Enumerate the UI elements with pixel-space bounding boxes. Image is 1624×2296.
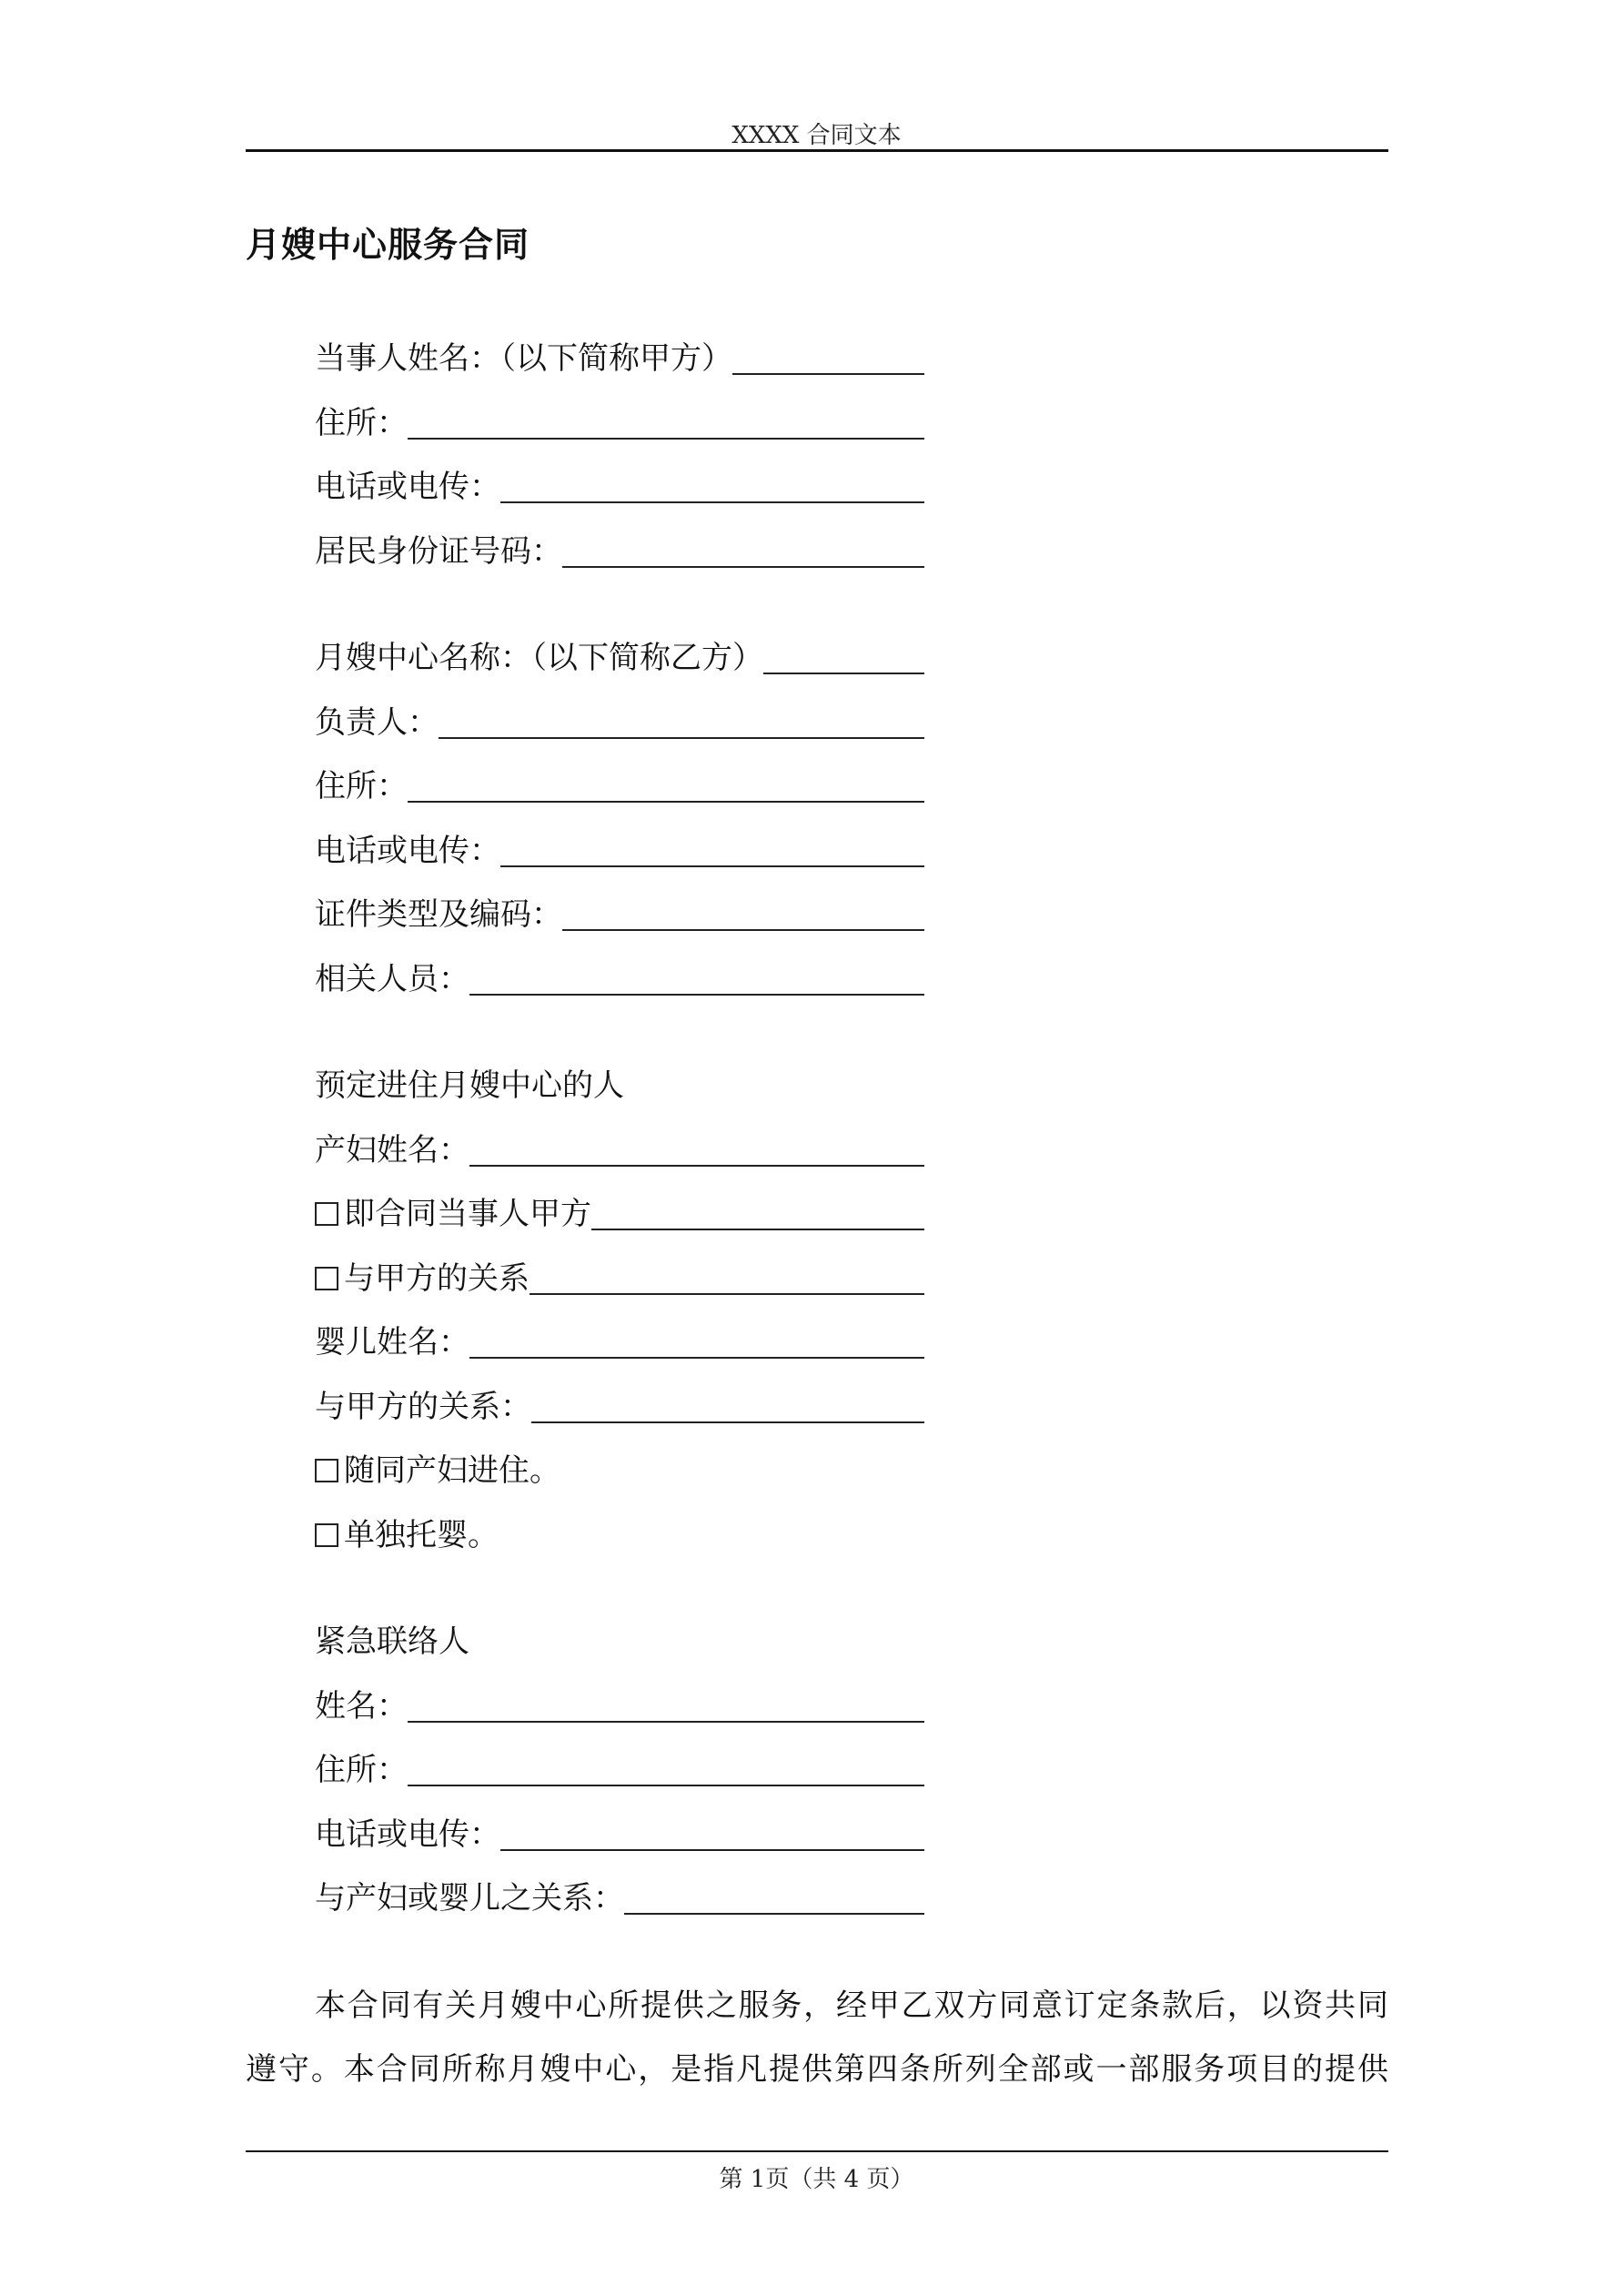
party-a-name-field — [315, 339, 924, 379]
blank-line[interactable] — [408, 770, 924, 803]
blank-line[interactable] — [408, 1754, 924, 1786]
party-b-name-field — [315, 638, 924, 678]
field-label: 负责人： — [315, 704, 439, 741]
blank-line[interactable] — [408, 407, 924, 440]
option-self-field — [315, 1194, 924, 1234]
option-relation-field — [315, 1259, 924, 1299]
party-b-phone-field — [315, 831, 924, 871]
blank-line[interactable] — [732, 342, 924, 375]
party-b-address-field — [315, 766, 924, 806]
field-label: 住所： — [315, 405, 408, 441]
checkbox[interactable] — [315, 1267, 338, 1290]
party-a-id-field — [315, 531, 924, 571]
emergency-phone-field — [315, 1815, 924, 1855]
field-label: 住所： — [315, 768, 408, 804]
party-a-phone-field — [315, 467, 924, 507]
option-label: 单独托婴。 — [344, 1517, 499, 1553]
footer-divider — [246, 2150, 1388, 2152]
mother-name-field — [315, 1130, 924, 1170]
option-label: 随同产妇进住。 — [344, 1452, 560, 1489]
emergency-relation-field — [315, 1878, 924, 1918]
baby-name-field — [315, 1322, 924, 1362]
checkbox[interactable] — [315, 1202, 338, 1226]
blank-line[interactable] — [591, 1198, 924, 1230]
field-label: 产妇姓名： — [315, 1132, 469, 1168]
party-b-manager-field — [315, 703, 924, 743]
baby-relation-field — [315, 1387, 924, 1427]
option-label: 即合同当事人甲方 — [344, 1196, 591, 1232]
blank-line[interactable] — [562, 898, 924, 931]
header-divider — [246, 149, 1388, 152]
body-paragraph-line: 遵守。本合同所称月嫂中心，是指凡提供第四条所列全部或一部服务项目的提供 — [246, 2051, 1388, 2088]
option-alone — [315, 1515, 499, 1555]
field-label: 居民身份证号码： — [315, 533, 562, 570]
document-title: 月嫂中心服务合同 — [246, 225, 530, 265]
blank-line[interactable] — [469, 1326, 924, 1359]
blank-line[interactable] — [469, 1134, 924, 1167]
blank-line[interactable] — [763, 642, 924, 674]
field-label: 姓名： — [315, 1688, 408, 1725]
field-label: 婴儿姓名： — [315, 1324, 469, 1360]
body-paragraph-line: 本合同有关月嫂中心所提供之服务，经甲乙双方同意订定条款后，以资共同 — [315, 1988, 1388, 2024]
blank-line[interactable] — [439, 706, 924, 739]
blank-line[interactable] — [500, 1818, 924, 1851]
field-label: 与甲方的关系： — [315, 1389, 531, 1425]
party-a-address-field — [315, 403, 924, 443]
field-label: 相关人员： — [315, 961, 469, 997]
field-label: 电话或电传： — [315, 833, 500, 869]
field-label: 月嫂中心名称：（以下简称乙方） — [315, 640, 763, 676]
option-with-mother — [315, 1451, 560, 1491]
party-b-cert-field — [315, 895, 924, 935]
blank-line[interactable] — [531, 1391, 924, 1423]
page-footer: 第 1页（共 4 页） — [719, 2166, 914, 2193]
checkbox[interactable] — [315, 1459, 338, 1482]
emergency-address-field — [315, 1750, 924, 1790]
field-label: 与产妇或婴儿之关系： — [315, 1880, 624, 1917]
field-label: 证件类型及编码： — [315, 896, 562, 933]
blank-line[interactable] — [562, 535, 924, 568]
emergency-heading: 紧急联络人 — [315, 1623, 469, 1660]
emergency-name-field — [315, 1686, 924, 1726]
checkbox[interactable] — [315, 1523, 338, 1547]
blank-line[interactable] — [408, 1690, 924, 1723]
blank-line[interactable] — [500, 834, 924, 867]
blank-line[interactable] — [530, 1262, 924, 1295]
blank-line[interactable] — [500, 470, 924, 503]
field-label: 当事人姓名：（以下简称甲方） — [315, 340, 732, 377]
field-label: 电话或电传： — [315, 1816, 500, 1853]
field-label: 住所： — [315, 1752, 408, 1788]
party-b-staff-field — [315, 959, 924, 999]
resident-heading: 预定进住月嫂中心的人 — [315, 1067, 624, 1104]
page-header: XXXX 合同文本 — [731, 122, 902, 149]
blank-line[interactable] — [624, 1882, 924, 1915]
option-label: 与甲方的关系 — [344, 1260, 530, 1297]
blank-line[interactable] — [469, 963, 924, 996]
field-label: 电话或电传： — [315, 469, 500, 505]
